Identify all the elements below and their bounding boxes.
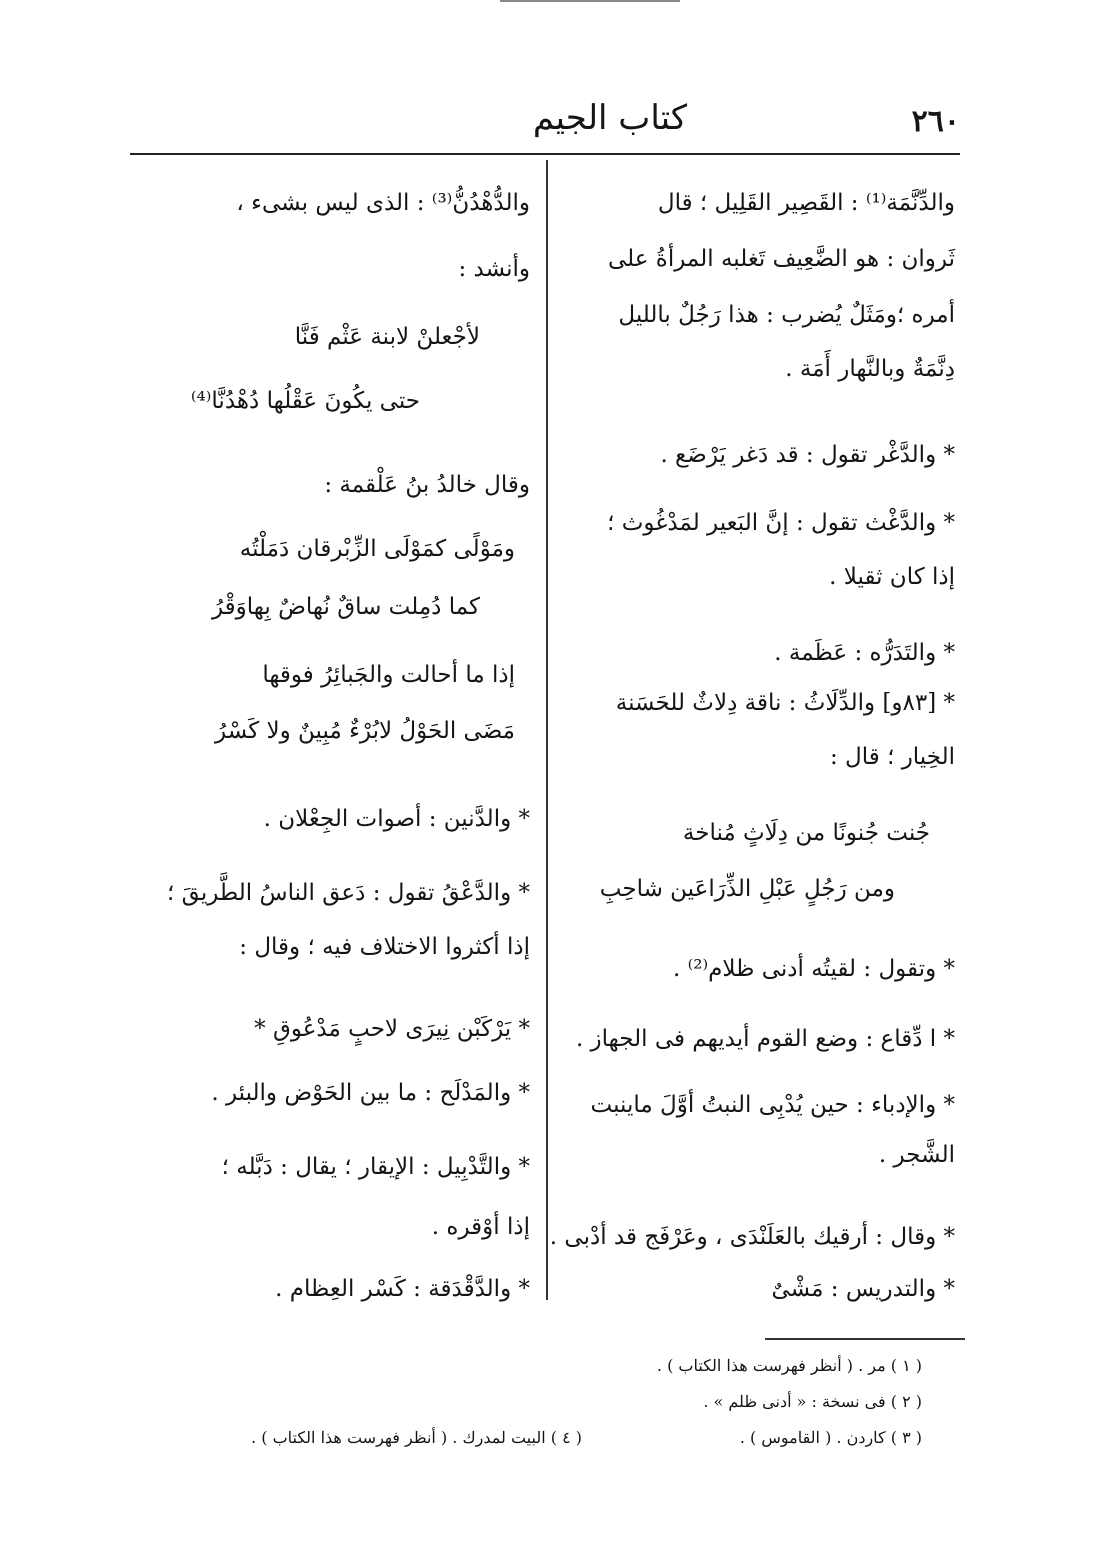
verse-line: جُنت جُنونًا من دِلَاثٍ مُناخة	[682, 820, 930, 846]
entry-line: * والدَّغْر تقول : قد دَغر يَرْضَع .	[660, 442, 955, 468]
text-line: والدِّنَّمَة⁽¹⁾ : القَصِير القَلِيل ؛ قال	[657, 190, 955, 216]
verse-line: مَضَى الحَوْلُ لابُرْءٌ مُبِينٌ ولا كَسْرُ	[215, 718, 515, 744]
text-line: والدُّهْدُنُّ⁽³⁾ : الذى ليس بشىء ،	[236, 190, 530, 216]
verse-line: لأجْعلنْ لابنة عَثْم فَنَّا	[294, 324, 480, 350]
text-line: إذا أكثروا الاختلاف فيه ؛ وقال :	[239, 934, 530, 960]
footnote-1: ( ١ ) مر . ( أنظر فهرست هذا الكتاب ) .	[656, 1356, 922, 1375]
text-line: إذا كان ثقيلا .	[829, 564, 955, 590]
page-number: ٢٦٠	[911, 104, 960, 139]
header-rule	[130, 153, 960, 155]
entry-line: * وتقول : لقيتُه أدنى ظلام⁽²⁾ .	[672, 956, 955, 982]
verse-line: * يَرْكَبْن نِيرَى لاحبٍ مَدْعُوقِ *	[254, 1016, 530, 1042]
verse-line: ومَوْلًى كمَوْلَى الزِّبْرقان دَمَلْتُه	[239, 536, 515, 562]
entry-line: * [٨٣و] والدِّلَاثُ : ناقة دِلاثٌ للحَسَنة	[615, 690, 955, 716]
entry-line: * والدَّنين : أصوات الجِعْلان .	[263, 806, 530, 832]
footnote-rule	[765, 1338, 965, 1340]
footnote-2: ( ٢ ) فى نسخة : « أدنى ظلم » .	[703, 1392, 922, 1411]
entry-line: * والتَدَرُّه : عَظَمة .	[774, 640, 955, 666]
text-line: الشَّجر .	[878, 1142, 955, 1168]
text-line: ثَروان : هو الضَّعِيف تَغلبه المرأةُ على	[607, 246, 955, 272]
entry-line: * والتَّدْبِيل : الإيقار ؛ يقال : دَبَّله ؛	[221, 1154, 530, 1180]
footnote-4: ( ٤ ) البيت لمدرك . ( أنظر فهرست هذا الكتاب ) .	[251, 1428, 582, 1447]
entry-line: * والتدريس : مَشْىٌ	[771, 1276, 955, 1302]
text-line: أمره ؛ومَثَلٌ يُضرب : هذا رَجُلٌ بالليل	[618, 302, 955, 328]
page-header	[130, 98, 960, 154]
footnote-3: ( ٣ ) كاردن . ( القاموس ) .	[739, 1428, 922, 1447]
text-line: وأنشد :	[458, 256, 530, 282]
entry-line: * وقال : أرقيك بالعَلَنْدَى ، وعَرْفَج قد أدْبى .	[549, 1224, 955, 1250]
entry-line: * والدَّقْدَقة : كَسْر العِظام .	[275, 1276, 530, 1302]
entry-line: * ا دِّقاع : وضع القوم أيديهم فى الجهاز .	[575, 1026, 955, 1052]
running-title: كتاب الجيم	[532, 98, 688, 138]
text-line: دِنَّمَةٌ وبالنَّهار أَمَة .	[785, 356, 955, 382]
verse-line: حتى يكُونَ عَقْلُها دُهْدُنَّا⁽⁴⁾	[190, 388, 420, 414]
entry-line: * والإدباء : حين يُدْبِى النبتُ أوَّلَ ماينبت	[590, 1092, 955, 1118]
entry-line: * والدَّغْث تقول : إنَّ البَعير لمَدْغُوث ؛	[607, 510, 955, 536]
text-line: وقال خالدُ بنُ عَلْقمة :	[324, 472, 530, 498]
verse-line: إذا ما أحالت والجَبائِرُ فوقها	[262, 662, 515, 688]
column-divider	[546, 160, 548, 1300]
top-edge-line	[500, 0, 680, 2]
verse-line: كما دُمِلت ساقٌ نُهاضٌ بِهاوَقْرُ	[211, 594, 480, 620]
verse-line: ومن رَجُلٍ عَبْلِ الذِّرَاعَين شاحِبِ	[599, 876, 895, 902]
entry-line: * والمَدْلَح : ما بين الحَوْض والبئر .	[211, 1080, 530, 1106]
entry-line: * والدَّعْقُ تقول : دَعق الناسُ الطَّريقَ ؛	[167, 880, 530, 906]
text-line: إذا أوْقره .	[431, 1214, 530, 1240]
text-line: الخِيار ؛ قال :	[829, 744, 955, 770]
